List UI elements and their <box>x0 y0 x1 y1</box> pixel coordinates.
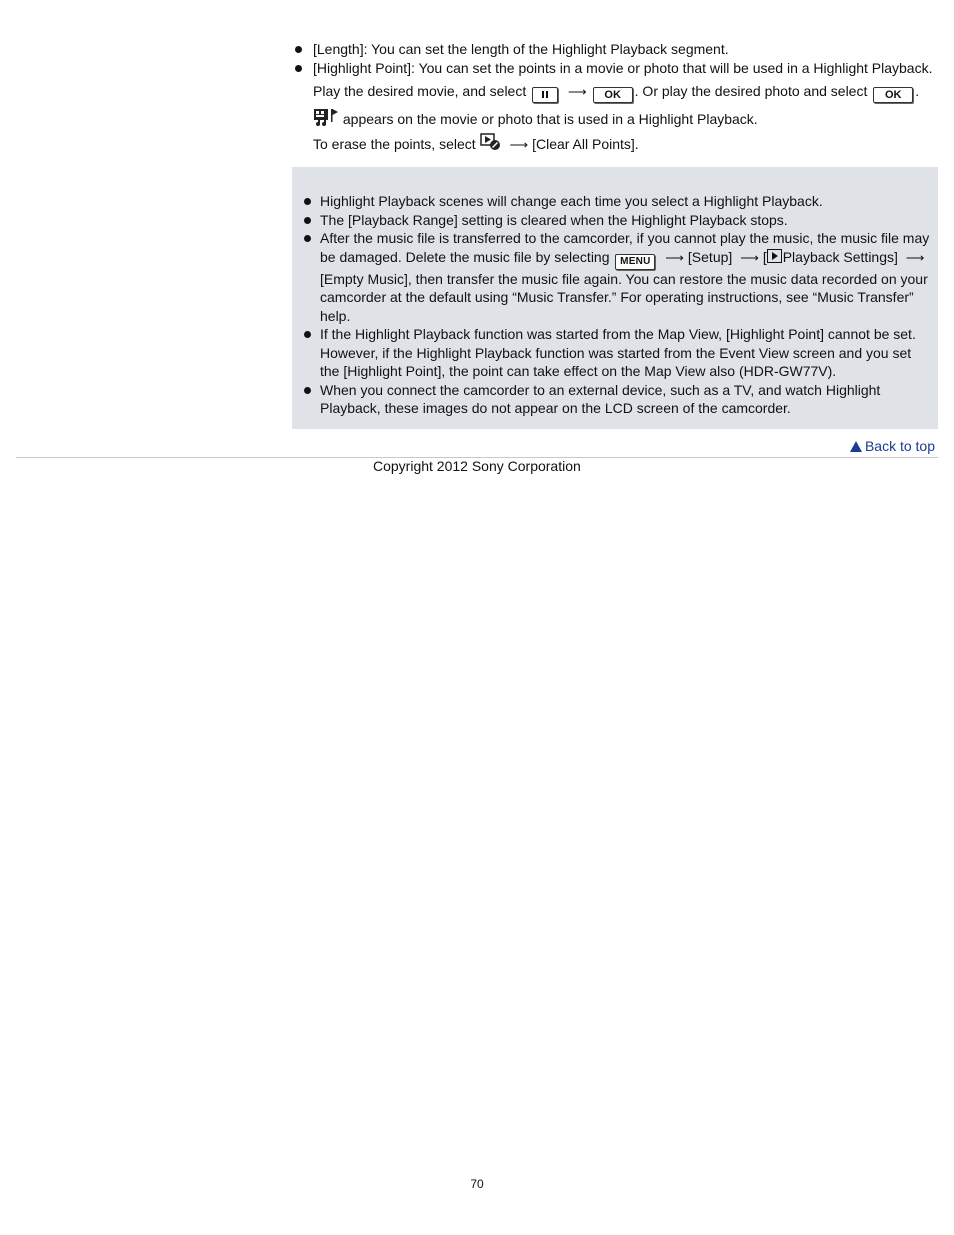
bullet-icon <box>295 46 302 53</box>
note-text: When you connect the camcorder to an external device, such as a TV, and watch Highlight Playback, these images do not appear on the LCD screen of the camcorder. <box>320 381 881 416</box>
setup-text: [Setup] <box>687 248 733 265</box>
ok-button-icon: OK <box>593 87 633 103</box>
note-item <box>301 381 932 418</box>
notes-list <box>301 192 932 418</box>
highlight-point-text: [Highlight Point]: You can set the points in a movie or photo that will be used in a Highlight Playback. <box>313 59 933 76</box>
back-to-top-label: Back to top <box>864 438 935 454</box>
page-number: 70 <box>470 1177 484 1191</box>
playback-settings-text: Playback Settings] <box>782 248 898 265</box>
note-text: After the music file is transferred to the camcorder, if you cannot play the music, the music file may be damaged. Delete the music file by selecting <box>320 230 930 265</box>
bullet-icon <box>304 331 311 338</box>
clear-all-points-text: [Clear All Points]. <box>532 135 639 152</box>
settings-list <box>292 40 938 154</box>
play-movie-text: Play the desired movie, and select <box>313 83 527 99</box>
note-item <box>301 192 932 211</box>
notes-box <box>292 167 938 429</box>
bullet-icon <box>295 65 302 72</box>
play-photo-text: . Or play the desired photo and select <box>634 83 868 99</box>
note-item <box>301 325 932 381</box>
pause-button-icon <box>532 87 558 103</box>
bullet-icon <box>304 217 311 224</box>
arrow-icon: ⟶ <box>905 249 925 265</box>
back-to-top-link[interactable] <box>850 438 935 454</box>
bullet-icon <box>304 235 311 242</box>
erase-text: To erase the points, select <box>313 135 476 152</box>
note-text: If the Highlight Playback function was started from the Map View, [Highlight Point] cannot be set. However, if the Highlight Playback function was started from the Event View screen and you set the [Highlight Point], the point can take effect on the Map View also (HDR-GW77V). <box>320 326 916 379</box>
bullet-icon <box>304 198 311 205</box>
period-text: . <box>915 83 920 99</box>
note-item <box>301 229 932 325</box>
arrow-icon: ⟶ <box>509 136 529 152</box>
ok-button-icon: OK <box>873 87 913 103</box>
list-item-length <box>292 40 938 59</box>
arrow-icon: ⟶ <box>665 249 684 265</box>
copyright-text: Copyright 2012 Sony Corporation <box>373 458 581 474</box>
note-text: The [Playback Range] setting is cleared when the Highlight Playback stops. <box>320 211 788 228</box>
note-text: [Empty Music], then transfer the music file again. You can restore the music data recorded on your camcorder at the default using “Music Transfer.” For operating instructions, see “Music Transfer” help. <box>320 270 928 324</box>
note-item <box>301 211 932 230</box>
list-item-highlight-point <box>292 59 938 155</box>
erase-points-icon <box>480 133 502 151</box>
menu-button-icon: MENU <box>615 254 655 270</box>
note-text: Highlight Playback scenes will change each time you select a Highlight Playback. <box>320 193 823 209</box>
highlight-point-icon <box>313 108 339 126</box>
highlight-icon-text: appears on the movie or photo that is used in a Highlight Playback. <box>342 111 758 127</box>
highlight-point-select-line <box>313 82 938 103</box>
arrow-icon: ⟶ <box>568 84 587 99</box>
arrow-icon: ⟶ <box>740 249 759 265</box>
playback-icon <box>767 249 782 263</box>
highlight-icon-line <box>313 108 938 129</box>
up-triangle-icon <box>850 441 862 452</box>
erase-points-line <box>313 133 938 155</box>
main-content <box>292 40 938 154</box>
bullet-icon <box>304 387 311 394</box>
bracket-text: [ <box>762 248 767 265</box>
length-text: [Length]: You can set the length of the Highlight Playback segment. <box>313 41 729 57</box>
